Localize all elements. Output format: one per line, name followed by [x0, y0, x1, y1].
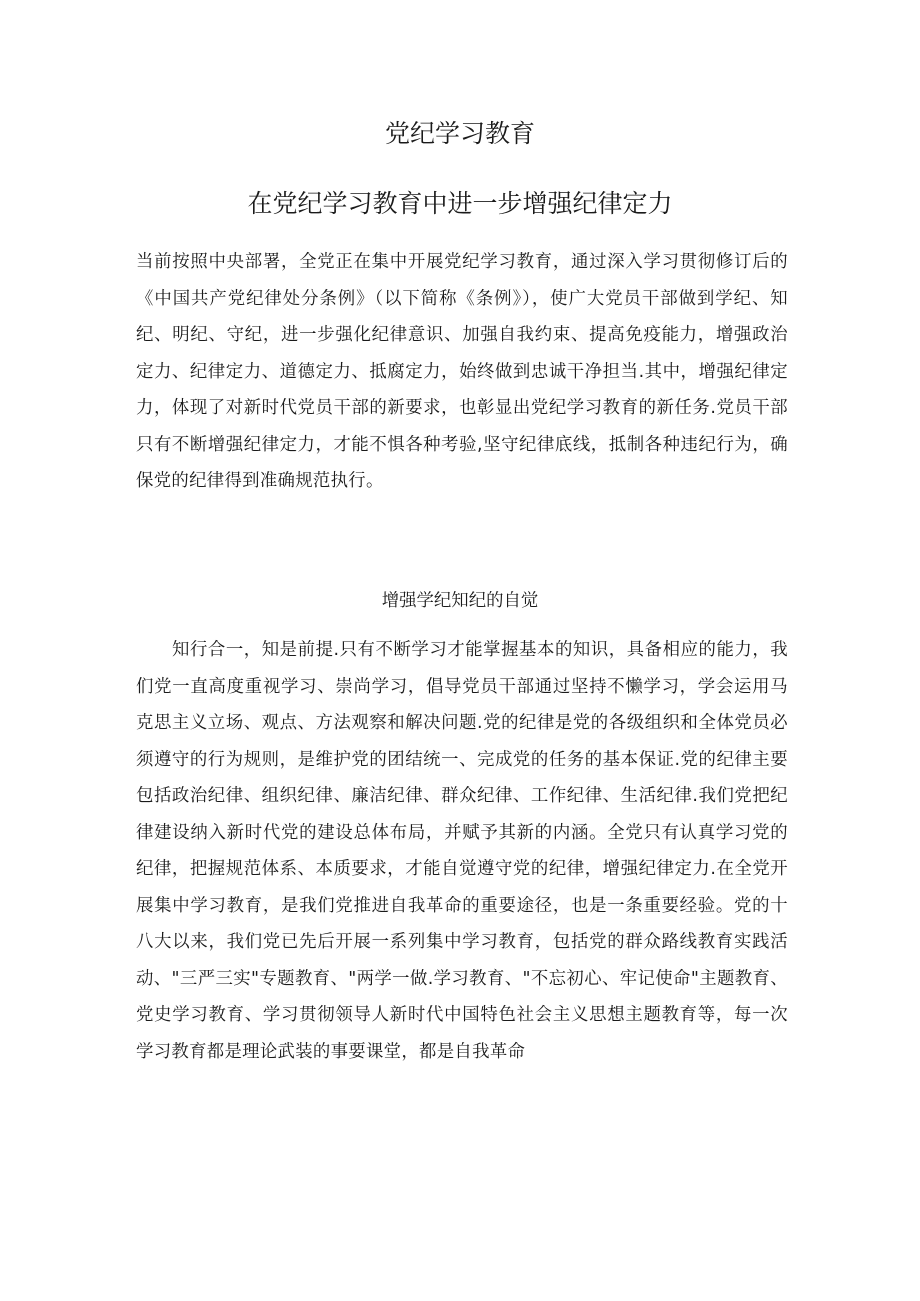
intro-paragraph: 当前按照中央部署，全党正在集中开展党纪学习教育，通过深入学习贯彻修订后的《中国共产党纪律处分条例》（以下简称《条例》），使广大党员干部做到学纪、知纪、明纪、守纪，进一步强化纪律意识、加强自我约束、提高免疫能力，增强政治定力、纪律定力、道德定力、抵腐定力，始终做到忠诚干净担当.其中，增强纪律定力，体现了对新时代党员干部的新要求，也彰显出党纪学习教育的新任务.党员干部只有不断增强纪律定力，才能不惧各种考验,坚守纪律底线，抵制各种违纪行为，确保党的纪律得到准确规范执行。 — [136, 252, 788, 491]
document-subtitle: 在党纪学习教育中进一步增强纪律定力 — [247, 189, 673, 218]
document-title: 党纪学习教育 — [384, 119, 535, 148]
section-paragraph: 知行合一，知是前提.只有不断学习才能掌握基本的知识，具备相应的能力，我们党一直高度重视学习、崇尚学习，倡导党员干部通过坚持不懒学习，学会运用马克思主义立场、观点、方法观察和解决问题.党的纪律是党的各级组织和全体党员必须遵守的行为规则，是维护党的团结统一、完成党的任务的基本保证.党的纪律主要包括政治纪律、组织纪律、廉洁纪律、群众纪律、工作纪律、生活纪律.我们党把纪律建设纳入新时代党的建设总体布局，并赋予其新的内涵。全党只有认真学习党的纪律，把握规范体系、本质要求，才能自觉遵守党的纪律，增强纪律定力.在全党开展集中学习教育，是我们党推进自我革命的重要途径，也是一条重要经验。党的十八大以来，我们党已先后开展一系列集中学习教育，包括党的群众路线教育实践活动、"三严三实"专题教育、"两学一做.学习教育、"不忘初心、牢记使命"主题教育、党史学习教育、学习贯彻领导人新时代中国特色社会主义思想主题教育等，每一次学习教育都是理论武装的事要课堂，都是自我革命 — [136, 640, 788, 1062]
section-heading: 增强学纪知纪的自觉 — [381, 591, 539, 611]
